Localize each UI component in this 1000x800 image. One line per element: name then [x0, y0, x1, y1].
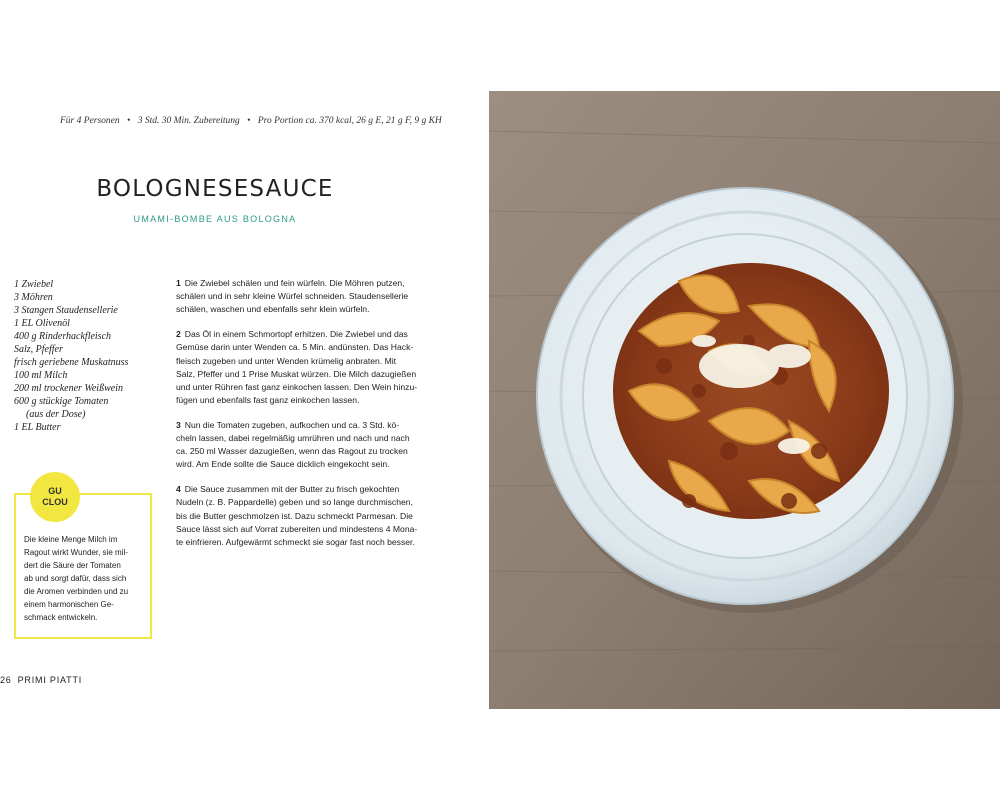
step-line: Nun die Tomaten zugeben, aufkochen und ca. 3 Std. kö- [184, 419, 400, 430]
ingredient-item: 3 Möhren [14, 292, 53, 303]
step-line: ca. 250 ml Wasser dazugießen, wenn das Ragout zu trocken [176, 446, 408, 457]
ingredient-item: 3 Stangen Staudensellerie [14, 305, 118, 316]
step-line: wird. Am Ende sollte die Sauce dicklich eingekocht sein. [176, 459, 390, 470]
tip-line: Die kleine Menge Milch im [24, 535, 118, 544]
recipe-subtitle: UMAMI-BOMBE AUS BOLOGNA [133, 214, 297, 224]
step [176, 419, 446, 472]
ingredient-item: 400 g Rinderhackfleisch [14, 331, 112, 342]
separator: • [127, 116, 131, 126]
step-line: schälen und in sehr kleine Würfel schneiden. Staudensellerie [176, 291, 409, 302]
step-line: Gemüse darin unter Wenden ca. 5 Min. andünsten. Das Hack- [176, 342, 414, 353]
badge-line: CLOU [42, 497, 68, 507]
servings: Für 4 Personen [60, 116, 120, 126]
step-line: Sauce lässt sich auf Vorrat zubereiten und mindestens 4 Mona- [176, 523, 418, 534]
badge-line: GU [48, 486, 62, 496]
step-line: cheln lassen, dabei regelmäßig umrühren und nach und nach [176, 433, 410, 444]
ingredient-item: 600 g stückige Tomaten [14, 396, 109, 407]
tip-line: die Aromen verbinden und zu [24, 587, 129, 596]
step-number: 4 [176, 484, 181, 495]
ingredient-item: 100 ml Milch [14, 370, 68, 381]
gu-clou-badge [30, 472, 80, 522]
recipe-meta [60, 116, 442, 126]
step-number: 2 [176, 329, 181, 340]
page-number: 26 [0, 675, 12, 685]
step-line: bis die Butter geschmolzen ist. Dazu schmeckt Parmesan. Die [176, 510, 413, 521]
step [176, 483, 446, 549]
ingredient-note: (aus der Dose) [26, 409, 86, 420]
tip-line: schmack entwickeln. [24, 613, 98, 622]
ingredient-item: frisch geriebene Muskatnuss [14, 357, 129, 368]
instruction-steps [176, 277, 446, 561]
step-line: Das Öl in einem Schmortopf erhitzen. Die Zwiebel und das [184, 329, 408, 340]
step-line: fügen und ebenfalls fast ganz einkochen lassen. [176, 395, 360, 406]
ingredient-item: 200 ml trockener Weißwein [14, 383, 123, 394]
prep-time: 3 Std. 30 Min. Zubereitung [137, 116, 240, 126]
step-line: und unter Rühren fast ganz einkochen lassen. Den Wein hinzu- [176, 381, 418, 392]
step-line: Die Zwiebel schälen und fein würfeln. Die Möhren putzen, [184, 278, 405, 288]
tip-line: dert die Säure der Tomaten [24, 561, 121, 570]
tip-line: ab und sorgt dafür, dass sich [24, 574, 127, 583]
tip-line: Ragout wirkt Wunder, sie mil- [24, 548, 128, 557]
ingredient-item: 1 EL Butter [14, 422, 61, 433]
food-photo-illustration [489, 91, 1000, 709]
section-name: PRIMI PIATTI [17, 675, 83, 685]
step-line: fleisch zugeben und unter Wenden krümelig anbraten. Mit [176, 355, 397, 366]
separator: • [247, 116, 251, 126]
recipe-title: BOLOGNESESAUCE [96, 176, 334, 202]
step-number: 1 [176, 278, 181, 288]
step-line: Die Sauce zusammen mit der Butter zu frisch gekochten [184, 484, 400, 495]
step-number: 3 [176, 419, 181, 430]
ingredient-item: Salz, Pfeffer [14, 344, 63, 355]
tip-line: einem harmonischen Ge- [24, 600, 114, 609]
step-line: te einfrieren. Aufgewärmt schmeckt sie sogar fast noch besser. [176, 536, 415, 547]
step [176, 277, 446, 317]
step [176, 328, 446, 407]
nutrition: Pro Portion ca. 370 kcal, 26 g E, 21 g F, 9 g KH [257, 116, 442, 126]
tip-text [24, 533, 148, 624]
pasta-bolognese-photo [489, 91, 1000, 709]
step-line: schälen, waschen und ebenfalls sehr klein würfeln. [176, 304, 370, 315]
ingredient-list [14, 278, 128, 434]
step-line: Nudeln (z. B. Pappardelle) geben und so lange durchmischen, [176, 497, 413, 508]
page-footer [0, 675, 82, 685]
ingredient-item: 1 EL Olivenöl [14, 318, 70, 329]
ingredient-item: 1 Zwiebel [14, 279, 54, 290]
step-line: Salz, Pfeffer und 1 Prise Muskat würzen. Die Milch dazugießen [176, 368, 417, 379]
